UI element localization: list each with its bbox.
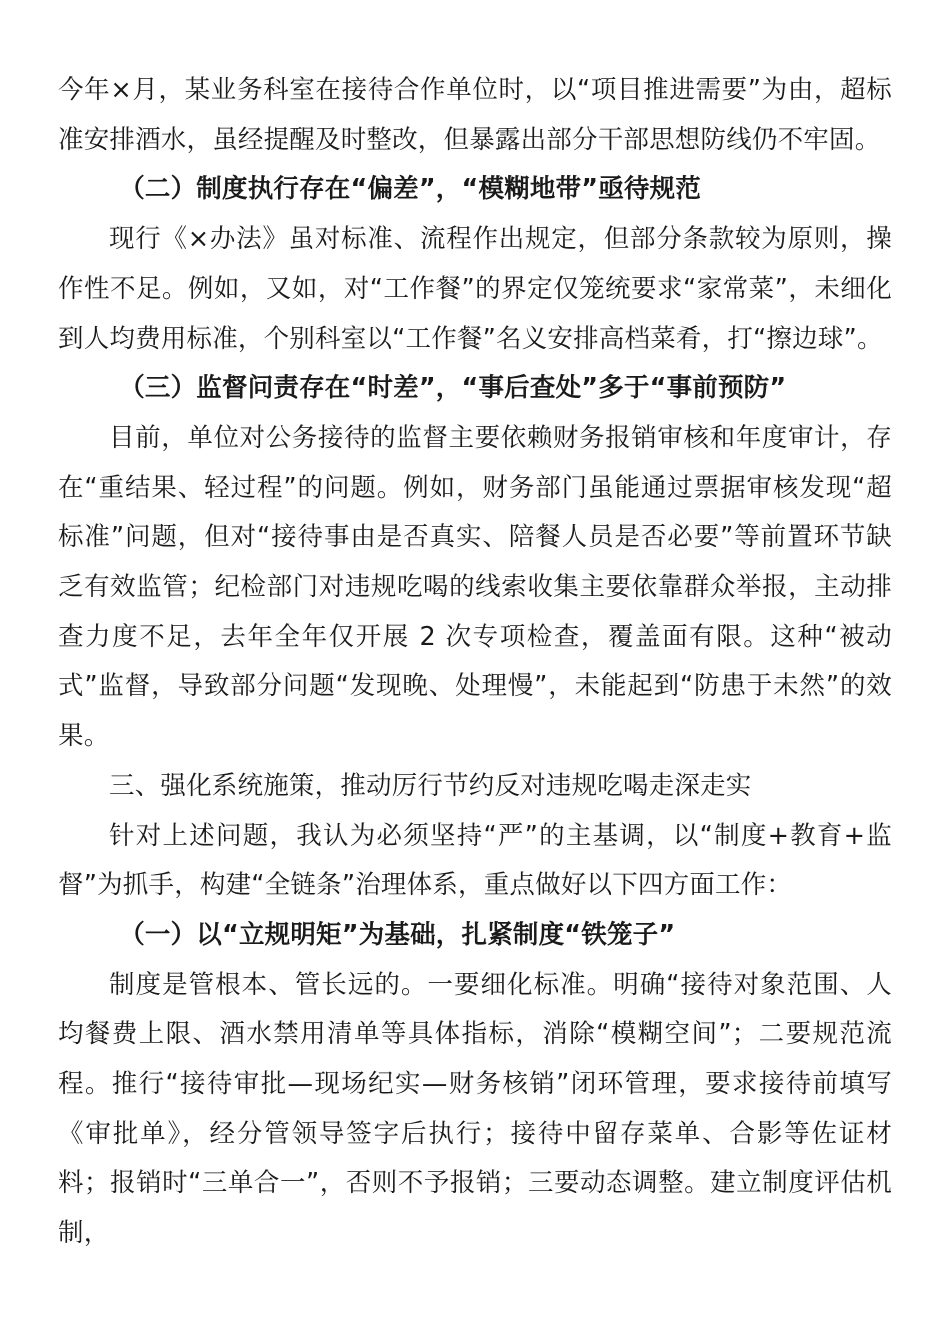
paragraph-continued: 今年×月，某业务科室在接待合作单位时，以“项目推进需要”为由，超标准安排酒水，虽经提醒及时整改，但暴露出部分干部思想防线仍不牢固。 — [58, 75, 892, 155]
paragraph-supervision: 目前，单位对公务接待的监督主要依赖财务报销审核和年度审计，存在“重结果、轻过程”的问题。例如，财务部门虽能通过票据审核发现“超标准”问题，但对“接待事由是否真实、陪餐人员是否必要”等前置环节缺乏有效监管；纪检部门对违规吃喝的线索收集主要依靠群众举报，主动排查力度不足，去年全年仅开展 2 次专项检查，覆盖面有限。这种“被动式”监督，导致部分问题“发现晚、处理慢”，未能起到“防患于未然”的效果。 — [58, 422, 892, 752]
heading-section-2: （二）制度执行存在“偏差”，“模糊地带”亟待规范 — [119, 174, 702, 205]
heading-section-3: （三）监督问责存在“时差”，“事后查处”多于“事前预防” — [119, 373, 787, 404]
document-body — [58, 66, 892, 1259]
paragraph-system-execution: 现行《×办法》虽对标准、流程作出规定，但部分条款较为原则，操作性不足。例如，又如，对“工作餐”的界定仅笼统要求“家常菜”，未细化到人均费用标准，个别科室以“工作餐”名义安排高档菜肴，打“擦边球”。 — [58, 224, 892, 354]
heading-measure-1: （一）以“立规明矩”为基础，扎紧制度“铁笼子” — [119, 919, 676, 950]
section-title-three: 三、强化系统施策，推动厉行节约反对违规吃喝走深走实 — [109, 770, 752, 801]
paragraph-measures-intro: 针对上述问题，我认为必须坚持“严”的主基调，以“制度+教育+监督”为抓手，构建“全链条”治理体系，重点做好以下四方面工作： — [58, 820, 892, 901]
paragraph-system-rules: 制度是管根本、管长远的。一要细化标准。明确“接待对象范围、人均餐费上限、酒水禁用清单等具体指标，消除“模糊空间”；二要规范流程。推行“接待审批—现场纪实—财务核销”闭环管理，要求接待前填写《审批单》，经分管领导签字后执行；接待中留存菜单、合影等佐证材料；报销时“三单合一”，否则不予报销；三要动态调整。建立制度评估机制， — [58, 969, 892, 1249]
